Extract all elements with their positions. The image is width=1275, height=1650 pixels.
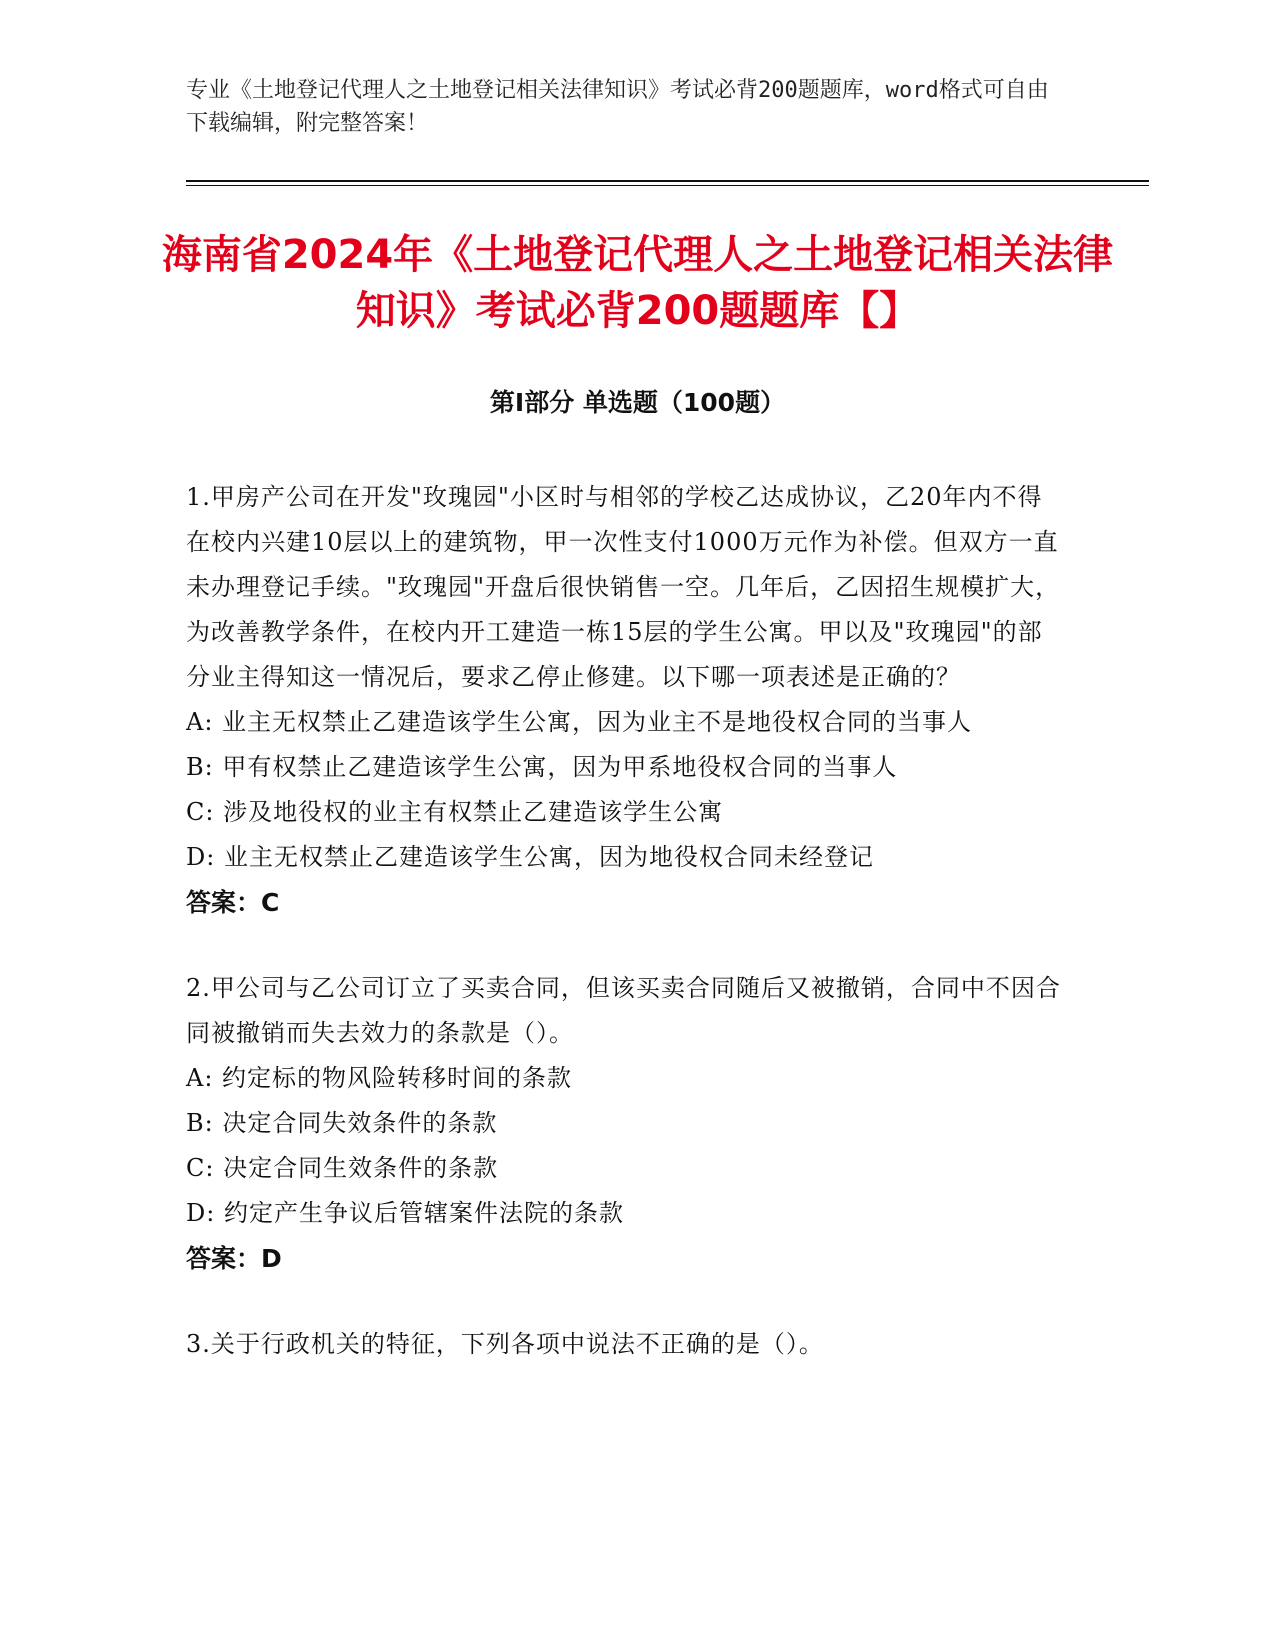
option-c: C: 决定合同生效条件的条款 <box>186 1154 499 1182</box>
option-c: C: 涉及地役权的业主有权禁止乙建造该学生公寓 <box>186 798 724 826</box>
header-note: 专业《土地登记代理人之土地登记相关法律知识》考试必背200题题库，word格式可自由下载编辑，附完整答案！ <box>186 78 1049 136</box>
question-text: 2.甲公司与乙公司订立了买卖合同，但该买卖合同随后又被撤销，合同中不因合同被撤销而失去效力的条款是（）。 <box>186 974 1061 1047</box>
header-rule-thin <box>186 185 1149 186</box>
answer: 答案：C <box>186 888 280 917</box>
option-d: D: 约定产生争议后管辖案件法院的条款 <box>186 1199 624 1227</box>
option-a: A: 业主无权禁止乙建造该学生公寓，因为业主不是地役权合同的当事人 <box>186 708 973 736</box>
option-b: B: 甲有权禁止乙建造该学生公寓，因为甲系地役权合同的当事人 <box>186 753 898 781</box>
header-rule-thick <box>186 180 1149 182</box>
question-text: 3.关于行政机关的特征，下列各项中说法不正确的是（）。 <box>186 1330 824 1358</box>
document-title: 海南省2024年《土地登记代理人之土地登记相关法律知识》考试必背200题题库【】 <box>161 232 1114 334</box>
answer: 答案：D <box>186 1244 282 1273</box>
question-1 <box>186 475 1066 925</box>
option-d: D: 业主无权禁止乙建造该学生公寓，因为地役权合同未经登记 <box>186 843 874 871</box>
question-3 <box>186 1322 1066 1367</box>
option-b: B: 决定合同失效条件的条款 <box>186 1109 498 1137</box>
section-title: 第Ⅰ部分 单选题（100题） <box>489 388 786 417</box>
option-a: A: 约定标的物风险转移时间的条款 <box>186 1064 573 1092</box>
question-2 <box>186 966 1066 1281</box>
question-text: 1.甲房产公司在开发"玫瑰园"小区时与相邻的学校乙达成协议，乙20年内不得在校内兴建10层以上的建筑物，甲一次性支付1000万元作为补偿。但双方一直未办理登记手续。"玫瑰园"开盘后很快销售一空。几年后，乙因招生规模扩大，为改善教学条件，在校内开工建造一栋15层的学生公寓。甲以及"玫瑰园"的部分业主得知这一情况后，要求乙停止修建。以下哪一项表述是正确的？ <box>186 483 1061 691</box>
question-list <box>186 475 1066 1408</box>
